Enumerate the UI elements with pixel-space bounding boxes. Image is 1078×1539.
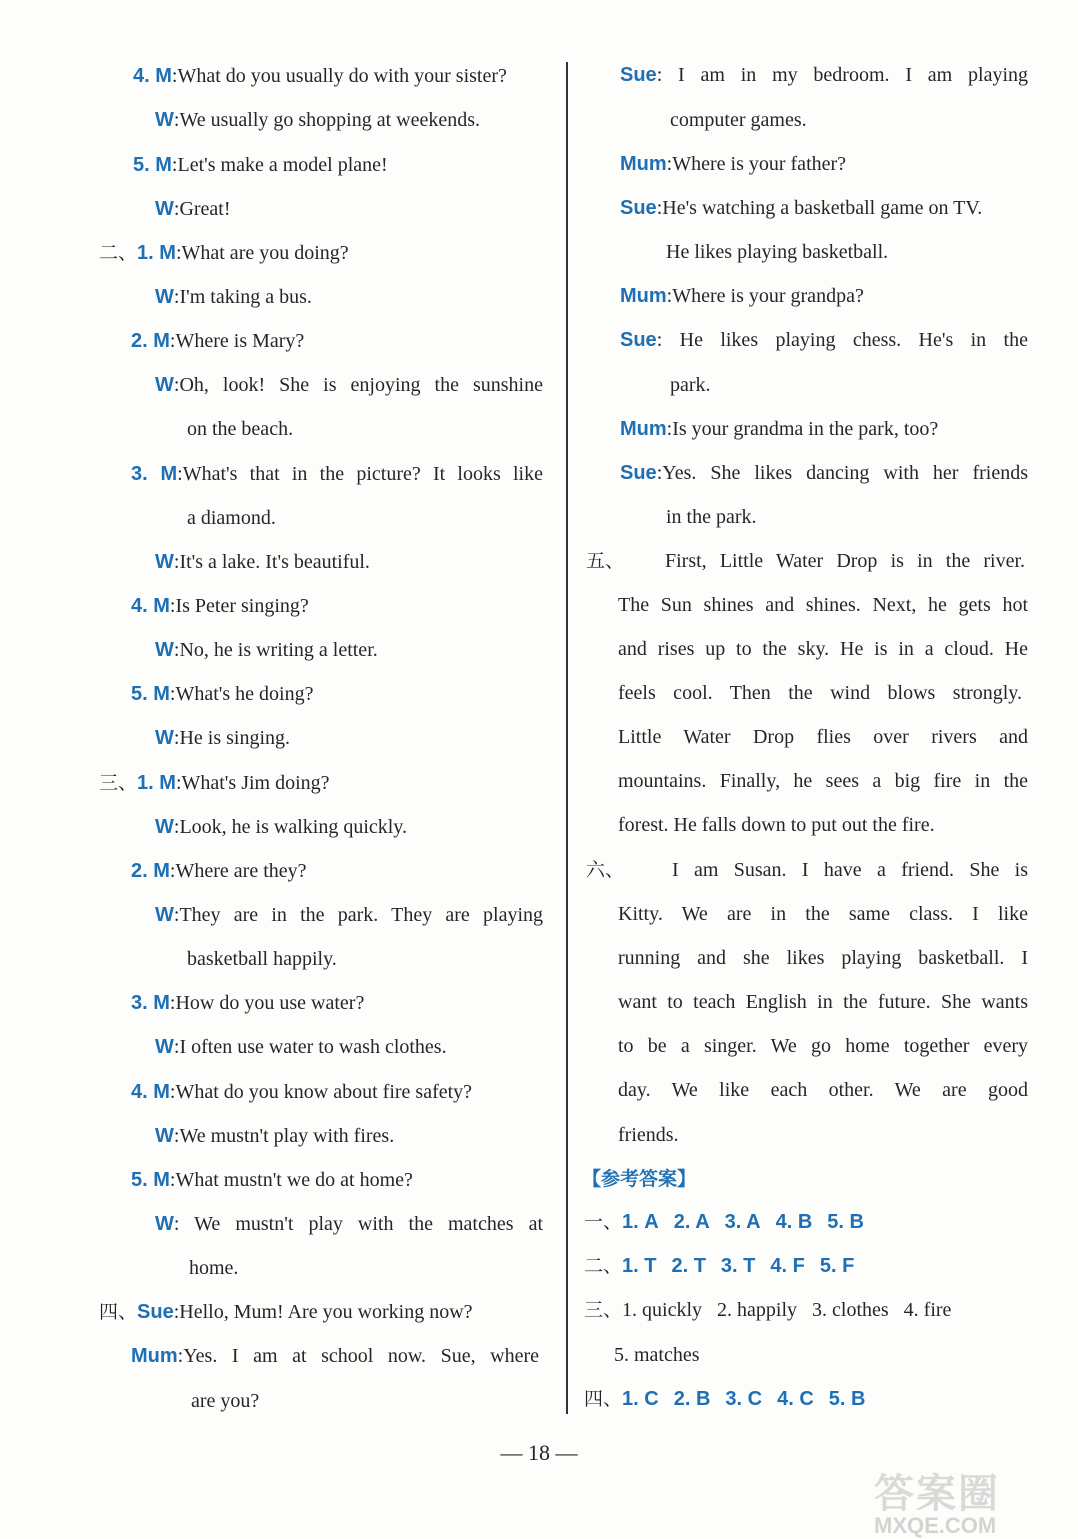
dialogue-line: Mum:Where is your grandpa? bbox=[620, 285, 864, 307]
dialogue-line: on the beach. bbox=[187, 418, 294, 440]
answers-title: 【参考答案】 bbox=[582, 1168, 697, 1190]
dialogue-line: 四、Sue:Hello, Mum! Are you working now? bbox=[99, 1301, 473, 1323]
dialogue-line: 三、1. M:What's Jim doing? bbox=[99, 772, 330, 794]
dialogue-line: 5. M:Let's make a model plane! bbox=[133, 154, 388, 176]
page-number: — 18 — bbox=[500, 1440, 578, 1465]
dialogue-line: Sue: He likes playing chess. He's in the bbox=[620, 329, 1028, 351]
dialogue-line: 二、1. M:What are you doing? bbox=[99, 242, 349, 264]
section-label: 二、 bbox=[99, 242, 138, 264]
passage-line: Kitty. We are in the same class. I like bbox=[618, 903, 1028, 925]
dialogue-line: W:They are in the park. They are playing bbox=[155, 904, 543, 926]
dialogue-line: 5. M:What mustn't we do at home? bbox=[131, 1169, 413, 1191]
passage-line: friends. bbox=[618, 1124, 679, 1146]
dialogue-line: W: We mustn't play with the matches at bbox=[155, 1213, 544, 1235]
watermark-text-en: MXQE.COM bbox=[874, 1513, 997, 1538]
dialogue-line: 3. M:How do you use water? bbox=[131, 992, 365, 1014]
passage-line: to be a singer. We go home together every bbox=[618, 1035, 1028, 1057]
passage-line: feels cool. Then the wind blows strongly. bbox=[618, 682, 1022, 704]
column-divider bbox=[566, 62, 568, 1414]
dialogue-line: Sue:He's watching a basketball game on TV. bbox=[620, 197, 983, 219]
passage-line: forest. He falls down to put out the fire. bbox=[618, 814, 935, 836]
dialogue-line: 3. M:What's that in the picture? It looks like bbox=[131, 463, 543, 485]
passage-line: The Sun shines and shines. Next, he gets hot bbox=[618, 594, 1028, 616]
answer-row: 四、1. C 2. B 3. C 4. C 5. B bbox=[584, 1388, 866, 1410]
dialogue-line: basketball happily. bbox=[187, 948, 337, 970]
passage-line: I am Susan. I have a friend. She is bbox=[672, 859, 1028, 881]
dialogue-line: 2. M:Where are they? bbox=[131, 860, 307, 882]
dialogue-line: are you? bbox=[191, 1390, 260, 1412]
passage-line: mountains. Finally, he sees a big fire in the bbox=[618, 770, 1028, 792]
dialogue-line: 4. M:What do you know about fire safety? bbox=[131, 1081, 473, 1103]
dialogue-line: Sue:Yes. She likes dancing with her friends bbox=[620, 462, 1028, 484]
answer-row: 二、1. T 2. T 3. T 4. F 5. F bbox=[584, 1255, 855, 1277]
answer-row: 一、1. A 2. A 3. A 4. B 5. B bbox=[584, 1211, 864, 1233]
dialogue-line: park. bbox=[670, 374, 711, 396]
dialogue-line: computer games. bbox=[670, 109, 807, 131]
dialogue-line: 4. M:What do you usually do with your sister? bbox=[133, 65, 507, 87]
dialogue-line: Sue: I am in my bedroom. I am playing bbox=[620, 64, 1028, 86]
watermark-text-cn: 答案圈 bbox=[874, 1471, 1000, 1517]
passage-line: Little Water Drop flies over rivers and bbox=[618, 726, 1028, 748]
section-label: 三、 bbox=[99, 772, 138, 794]
passage-line: and rises up to the sky. He is in a cloud. He bbox=[618, 638, 1028, 660]
passage-line: running and she likes playing basketball. I bbox=[618, 947, 1028, 969]
dialogue-line: Mum:Where is your father? bbox=[620, 153, 847, 175]
passage-line: First, Little Water Drop is in the river. bbox=[665, 550, 1025, 572]
dialogue-line: Mum:Yes. I am at school now. Sue, where bbox=[131, 1345, 539, 1367]
watermark-logo bbox=[874, 1462, 1064, 1538]
dialogue-line: W:No, he is writing a letter. bbox=[155, 639, 378, 661]
dialogue-line: 4. M:Is Peter singing? bbox=[131, 595, 309, 617]
dialogue-line: He likes playing basketball. bbox=[666, 241, 889, 263]
dialogue-line: W:I often use water to wash clothes. bbox=[155, 1036, 447, 1058]
dialogue-line: W:Oh, look! She is enjoying the sunshine bbox=[155, 374, 543, 396]
dialogue-line: W:It's a lake. It's beautiful. bbox=[155, 551, 370, 573]
passage-line: day. We like each other. We are good bbox=[618, 1079, 1028, 1101]
dialogue-line: W:We mustn't play with fires. bbox=[155, 1125, 395, 1147]
dialogue-line: 5. M:What's he doing? bbox=[131, 683, 314, 705]
dialogue-line: a diamond. bbox=[187, 507, 276, 529]
dialogue-line: home. bbox=[189, 1257, 239, 1279]
answer-row: 三、1. quickly 2. happily 3. clothes 4. fire bbox=[584, 1299, 952, 1321]
section-label: 五、 bbox=[586, 550, 625, 572]
section-label: 四、 bbox=[99, 1301, 138, 1323]
dialogue-line: W:I'm taking a bus. bbox=[155, 286, 312, 308]
section-label: 六、 bbox=[586, 859, 625, 881]
answer-row: 5. matches bbox=[614, 1344, 700, 1366]
dialogue-line: W:We usually go shopping at weekends. bbox=[155, 109, 481, 131]
passage-line: want to teach English in the future. She wants bbox=[618, 991, 1028, 1013]
dialogue-line: W:Look, he is walking quickly. bbox=[155, 816, 408, 838]
dialogue-line: in the park. bbox=[666, 506, 757, 528]
dialogue-line: W:He is singing. bbox=[155, 727, 291, 749]
dialogue-line: Mum:Is your grandma in the park, too? bbox=[620, 418, 939, 440]
dialogue-line: W:Great! bbox=[155, 198, 231, 220]
dialogue-line: 2. M:Where is Mary? bbox=[131, 330, 305, 352]
